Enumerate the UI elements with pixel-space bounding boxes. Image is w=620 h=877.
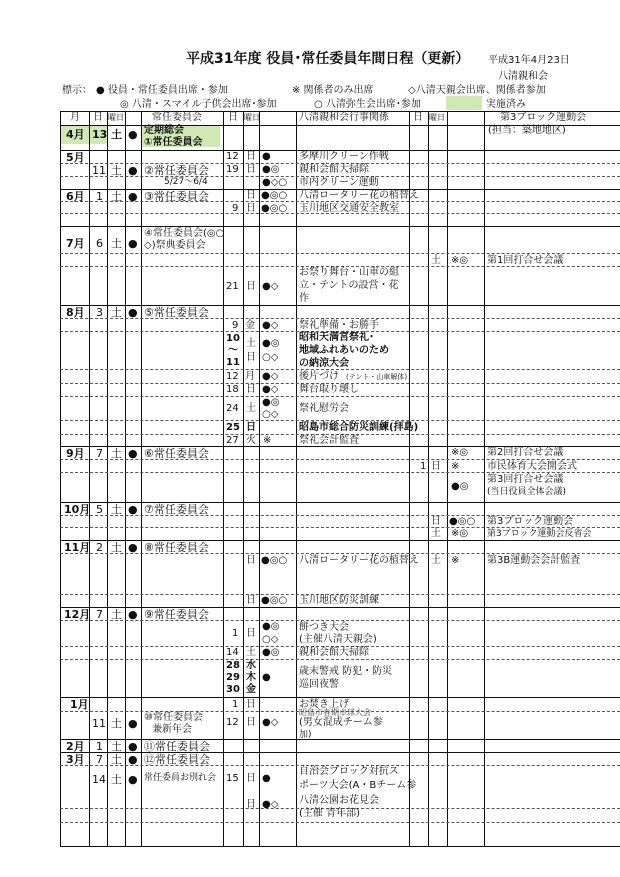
event-day: 9 bbox=[232, 203, 239, 214]
event-name: 八清ロータリー花の植替え bbox=[299, 190, 419, 201]
block-note: (当日役員全体会議) bbox=[487, 487, 567, 497]
weekday-value: 土 bbox=[111, 503, 122, 516]
event-day: 1 bbox=[232, 628, 239, 639]
event-weekday: 日 bbox=[246, 595, 256, 606]
event-mark: ●◇ bbox=[262, 371, 279, 382]
event-weekday: 金 bbox=[245, 320, 255, 331]
event-mark: ●◎○ bbox=[261, 190, 288, 201]
month-label: 12月 bbox=[64, 608, 91, 621]
month-label: 3月 bbox=[66, 753, 85, 766]
event-mark: ●◎○ bbox=[261, 595, 288, 606]
event-mark: ●◎ bbox=[262, 397, 280, 408]
meeting-name: ⑥常任委員会 bbox=[144, 447, 209, 460]
day-value: 6 bbox=[96, 237, 103, 250]
event-weekday: 土 bbox=[246, 403, 256, 414]
event-name: 親和会館大掃除 bbox=[299, 164, 369, 175]
event-name: 舞台取り壊し bbox=[299, 384, 359, 395]
attendance-mark: ● bbox=[128, 717, 138, 730]
block-mark: ※◎ bbox=[451, 528, 469, 539]
day-value: 7 bbox=[96, 753, 103, 766]
block-weekday: 土 bbox=[431, 555, 441, 566]
event-mark: ●◇ bbox=[262, 320, 279, 331]
month-label: 1月 bbox=[70, 698, 89, 711]
weekday-value: 土 bbox=[111, 740, 122, 753]
month-label: 9月 bbox=[66, 447, 85, 460]
meeting-name: ⑦常任委員会 bbox=[144, 503, 209, 516]
event-mark: ○◇ bbox=[262, 634, 279, 645]
event-mark: ※ bbox=[263, 435, 272, 446]
event-day: 18 bbox=[226, 384, 239, 395]
event-name: 親和会館大掃除 bbox=[299, 647, 369, 658]
month-label: 7月 bbox=[66, 237, 85, 250]
event-day: 10 bbox=[226, 333, 240, 344]
day-value: 3 bbox=[96, 306, 103, 319]
attendance-mark: ● bbox=[128, 306, 138, 319]
event-weekday: 金 bbox=[246, 684, 256, 695]
event-name: (主催八清天親会) bbox=[299, 634, 377, 645]
event-name: 祭礼会計監査 bbox=[299, 435, 359, 446]
legend-related-only: ※ 関係者のみ出席 bbox=[292, 85, 374, 96]
legend-done: 実施済み bbox=[486, 99, 526, 110]
event-name: 多摩川クリーン作戦 bbox=[299, 151, 389, 162]
block-event: 第3ブロック運動会 bbox=[487, 516, 574, 527]
event-name: 祭礼準備・お勝手 bbox=[299, 320, 379, 331]
event-weekday: 日 bbox=[246, 190, 256, 201]
event-day: 21 bbox=[226, 281, 239, 292]
event-weekday: 日 bbox=[246, 151, 256, 162]
month-label: 4月 bbox=[66, 128, 85, 141]
event-mark: ● bbox=[262, 151, 271, 162]
page-title: 平成31年度 役員･常任委員年間日程（更新） bbox=[186, 51, 470, 67]
event-day: 1 bbox=[232, 699, 239, 710]
day-value: 1 bbox=[96, 190, 103, 203]
event-weekday: 土 bbox=[246, 647, 256, 658]
legend-label: 標示： bbox=[62, 85, 92, 96]
attendance-mark: ● bbox=[128, 753, 138, 766]
event-day: 11 bbox=[226, 357, 240, 368]
attendance-mark: ● bbox=[128, 190, 138, 203]
event-day: 28 bbox=[226, 660, 240, 671]
block-mark: ●◎○ bbox=[449, 516, 476, 527]
event-weekday: 水 bbox=[246, 660, 256, 671]
month-label: 5月 bbox=[66, 151, 85, 164]
event-name: 地域ふれあいのため bbox=[299, 345, 389, 356]
event-name: 歳末警戒 防犯・防災 bbox=[299, 666, 393, 677]
col-block: 第3ブロック運動会 bbox=[500, 112, 587, 123]
attendance-mark: ● bbox=[128, 128, 138, 141]
attendance-mark: ● bbox=[128, 740, 138, 753]
col-weekday3: 曜日 bbox=[429, 113, 445, 122]
event-name: 玉川地区交通安全教室 bbox=[299, 203, 399, 214]
block-weekday: 土 bbox=[431, 255, 441, 266]
block-day: 1 bbox=[420, 461, 427, 472]
month-label: 11月 bbox=[64, 541, 91, 554]
event-name: 作 bbox=[299, 293, 309, 304]
event-day: 15 bbox=[226, 773, 239, 784]
event-weekday: 日 bbox=[246, 384, 256, 395]
block-event: 第3回打合せ会議 bbox=[487, 474, 564, 485]
meeting-name: ①常任委員会 bbox=[144, 137, 203, 148]
meeting-name: 常任委員お別れ会 bbox=[144, 773, 217, 783]
weekday-value: 土 bbox=[111, 237, 122, 250]
day-value: 13 bbox=[92, 128, 108, 141]
event-name: 祭礼慰労会 bbox=[299, 403, 349, 414]
event-name: 昭島市総合防災訓練(拝島) bbox=[299, 422, 419, 433]
event-day: 30 bbox=[226, 684, 240, 695]
event-name: 自治会ブロック対抗ス bbox=[299, 766, 399, 777]
meeting-name: ⑤常任委員会 bbox=[144, 306, 209, 319]
weekday-value: 土 bbox=[111, 773, 122, 786]
event-mark: ●◎ bbox=[262, 338, 280, 349]
legend-officers: ● 役員・常任委員出席・参加 bbox=[96, 85, 228, 96]
day-value: 11 bbox=[92, 717, 106, 730]
event-name: お焚き上げ bbox=[299, 699, 349, 710]
meeting-name: 兼新年会 bbox=[152, 724, 192, 735]
event-name: 八清ロータリー花の植替え bbox=[299, 555, 419, 566]
day-value: 5 bbox=[96, 503, 103, 516]
event-mark: ●◇ bbox=[262, 281, 279, 292]
event-mark: ●◎○ bbox=[261, 555, 288, 566]
col-day: 日 bbox=[93, 112, 103, 123]
event-mark: ●◎ bbox=[262, 621, 280, 632]
event-name: 玉川地区防災訓練 bbox=[299, 595, 379, 606]
event-name: ポーツ大会(A・Bチーム参 bbox=[299, 780, 417, 791]
col-jonin: 常任委員会 bbox=[152, 112, 202, 123]
event-day: 19 bbox=[226, 164, 239, 175]
day-value: 1 bbox=[96, 740, 103, 753]
block-mark: ※◎ bbox=[451, 255, 469, 266]
event-day: 12 bbox=[226, 151, 239, 162]
event-name: 昭和天満宮祭礼･ bbox=[299, 332, 374, 343]
col-events: 八清親和会行事関係 bbox=[299, 112, 389, 123]
col-month: 月 bbox=[70, 112, 80, 123]
col-day2: 日 bbox=[228, 112, 238, 123]
block-weekday: 日 bbox=[431, 461, 441, 472]
legend-kodomokai: ◎ 八清・スマイル子供会出席･参加 bbox=[120, 99, 277, 110]
month-label: 2月 bbox=[66, 740, 85, 753]
month-label: 8月 bbox=[66, 306, 85, 319]
event-day: ～ bbox=[228, 345, 238, 356]
day-value: 7 bbox=[96, 608, 103, 621]
legend-tenshinkai: ◇八清天親会出席、関係者参加 bbox=[408, 85, 546, 96]
block-event: 第3B運動会会計監査 bbox=[487, 555, 581, 566]
meeting-name: ◇)祭典委員会 bbox=[144, 240, 206, 251]
weekday-value: 土 bbox=[111, 753, 122, 766]
event-weekday: 土 bbox=[246, 338, 256, 349]
day-value: 7 bbox=[96, 447, 103, 460]
event-name: (男女混成チーム参 bbox=[299, 717, 383, 728]
event-day: 12 bbox=[226, 371, 239, 382]
event-name: 市内クリーン運動 bbox=[299, 177, 379, 188]
event-name: お祭り舞台・山車の組 bbox=[299, 267, 399, 278]
event-weekday: 月 bbox=[245, 371, 255, 382]
event-day: 27 bbox=[226, 435, 239, 446]
block-event: 市民体育大会開会式 bbox=[487, 461, 577, 472]
document-date: 平成31年4月23日 bbox=[488, 55, 570, 66]
event-day: 12 bbox=[226, 717, 239, 728]
weekday-value: 土 bbox=[111, 717, 122, 730]
meeting-name: ⑪常任委員会 bbox=[144, 740, 210, 753]
event-mark: ○◇ bbox=[262, 352, 279, 363]
event-weekday: 日 bbox=[246, 773, 256, 784]
block-event: 第1回打合せ会議 bbox=[487, 255, 564, 266]
event-name: 餅つき大会 bbox=[299, 622, 349, 633]
event-mark: ● bbox=[262, 672, 271, 683]
meeting-name: 定期総会 bbox=[144, 125, 184, 136]
event-mark: ●◎ bbox=[262, 164, 280, 175]
block-mark: ※ bbox=[451, 555, 460, 566]
event-weekday: 日 bbox=[246, 717, 256, 728]
event-day: 25 bbox=[226, 422, 240, 433]
event-name: (主催 青年部) bbox=[299, 808, 360, 819]
block-event: 第2回打合せ会議 bbox=[487, 447, 564, 458]
meeting-name: ⑫常任委員会 bbox=[144, 753, 210, 766]
event-weekday: 日 bbox=[246, 628, 256, 639]
event-day: 14 bbox=[226, 647, 239, 658]
event-weekday: 日 bbox=[246, 352, 256, 363]
meeting-name: ③常任委員会 bbox=[144, 190, 209, 203]
event-name: 昭島市春期卓球大会 bbox=[299, 708, 371, 717]
block-mark: ※ bbox=[451, 461, 460, 472]
meeting-name: ⑧常任委員会 bbox=[144, 541, 209, 554]
event-mark: ○◇ bbox=[262, 409, 279, 420]
col-day3: 日 bbox=[413, 112, 423, 123]
event-name: 立・テントの設営・花 bbox=[299, 280, 399, 291]
weekday-value: 土 bbox=[111, 608, 122, 621]
weekday-value: 土 bbox=[111, 306, 122, 319]
day-value: 11 bbox=[92, 164, 106, 177]
legend-yayoikai: ○ 八清弥生会出席･参加 bbox=[314, 99, 421, 110]
event-name: 加) bbox=[299, 730, 312, 740]
event-name: 八清公園お花見会 bbox=[299, 795, 379, 806]
event-mark: ●◇ bbox=[262, 717, 279, 728]
attendance-mark: ● bbox=[128, 164, 138, 177]
month-label: 6月 bbox=[66, 190, 85, 203]
weekday-value: 土 bbox=[111, 164, 122, 177]
date-range: 5/27～6/4 bbox=[164, 177, 208, 187]
event-note: (テント・山車解体) bbox=[346, 373, 408, 381]
weekday-value: 土 bbox=[111, 447, 122, 460]
event-day: 24 bbox=[226, 403, 239, 414]
event-name: 巡回夜警 bbox=[299, 679, 339, 690]
event-weekday: 日 bbox=[246, 422, 256, 433]
attendance-mark: ● bbox=[128, 541, 138, 554]
event-weekday: 日 bbox=[246, 555, 256, 566]
event-mark: ● bbox=[262, 773, 271, 784]
col-weekday: 曜日 bbox=[108, 113, 124, 122]
weekday-value: 土 bbox=[111, 541, 122, 554]
col-weekday2: 曜日 bbox=[244, 113, 260, 122]
legend-done-swatch bbox=[446, 96, 482, 110]
block-weekday: 土 bbox=[431, 528, 441, 539]
attendance-mark: ● bbox=[128, 503, 138, 516]
day-value: 14 bbox=[92, 773, 106, 786]
meeting-name: ⑨常任委員会 bbox=[144, 608, 209, 621]
attendance-mark: ● bbox=[128, 773, 138, 786]
block-event: 第3ブロック運動会反省会 bbox=[487, 529, 592, 539]
attendance-mark: ● bbox=[128, 237, 138, 250]
block-note: (担当：築地地区) bbox=[488, 125, 566, 136]
event-weekday: 日 bbox=[246, 203, 256, 214]
event-mark: ●◇ bbox=[262, 799, 279, 810]
meeting-name: ⑩常任委員会 bbox=[144, 712, 203, 723]
block-weekday: 日 bbox=[431, 516, 441, 527]
event-weekday: 日 bbox=[246, 164, 256, 175]
event-weekday: 火 bbox=[246, 435, 256, 446]
event-day: 9 bbox=[232, 320, 239, 331]
attendance-mark: ● bbox=[128, 608, 138, 621]
event-mark: ●◎ bbox=[262, 647, 280, 658]
meeting-name: ②常任委員会 bbox=[144, 164, 209, 177]
event-name: の納涼大会 bbox=[299, 358, 349, 369]
day-value: 2 bbox=[96, 541, 103, 554]
event-mark: ●◎○ bbox=[261, 203, 288, 214]
event-day: 29 bbox=[226, 672, 240, 683]
block-mark: ※◎ bbox=[451, 447, 469, 458]
weekday-value: 土 bbox=[111, 190, 122, 203]
attendance-mark: ● bbox=[128, 447, 138, 460]
event-mark: ●◇ bbox=[262, 384, 279, 395]
organization-name: 八清親和会 bbox=[498, 71, 548, 82]
event-weekday: 日 bbox=[246, 281, 256, 292]
event-weekday: 木 bbox=[246, 672, 256, 683]
meeting-name: ④常任委員会(◎○ bbox=[144, 228, 225, 239]
month-label: 10月 bbox=[64, 503, 91, 516]
event-weekday: 日 bbox=[246, 799, 256, 810]
weekday-value: 土 bbox=[111, 128, 122, 141]
event-weekday: 日 bbox=[246, 699, 256, 710]
event-mark: ●◇○ bbox=[262, 177, 288, 188]
block-mark: ●◎ bbox=[451, 481, 469, 492]
event-name: 後片づけ bbox=[299, 371, 339, 382]
